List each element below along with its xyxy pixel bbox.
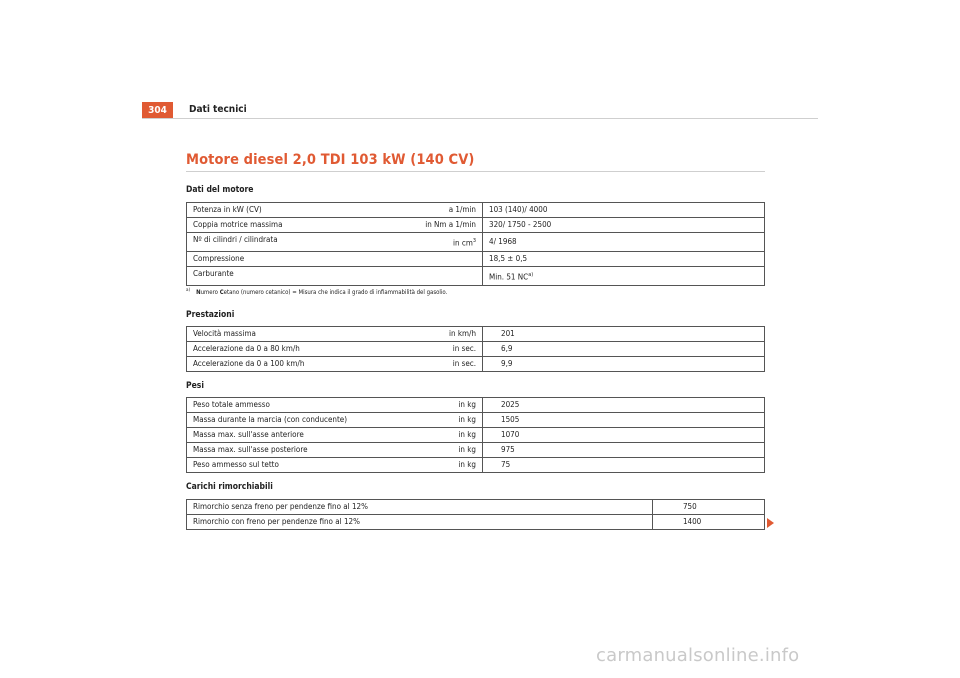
row-unit (417, 267, 483, 286)
row-label: Coppia motrice massima (187, 218, 417, 233)
row-value: 1070 (483, 428, 765, 443)
row-unit: in kg (417, 398, 483, 413)
row-unit: in km/h (417, 327, 483, 342)
row-value: 6,9 (483, 342, 765, 357)
table-row (187, 327, 765, 342)
row-value: 2025 (483, 398, 765, 413)
weights-table (186, 397, 765, 473)
row-value: 1400 (652, 515, 764, 530)
table-row (187, 357, 765, 372)
header-title: Dati tecnici (189, 104, 247, 115)
row-unit: in sec. (417, 357, 483, 372)
trailer-loads-table (186, 499, 765, 530)
row-label: Peso totale ammesso (187, 398, 417, 413)
table-row (187, 458, 765, 473)
row-value: Min. 51 NC$^{a)}$ (483, 267, 765, 286)
footnote: $^{a)}$ Numero Cetano (numero cetanico) = Misura che indica il grado di infiammabilità del gasolio. (186, 288, 448, 296)
title-divider (186, 171, 765, 172)
row-unit: in kg (417, 458, 483, 473)
row-unit: in sec. (417, 342, 483, 357)
row-label: Accelerazione da 0 a 100 km/h (187, 357, 417, 372)
row-value: 75 (483, 458, 765, 473)
table-row (187, 267, 765, 286)
row-unit: in kg (417, 443, 483, 458)
row-label: Compressione (187, 252, 417, 267)
watermark: carmanualsonline.info (596, 645, 800, 666)
table-row (187, 515, 765, 530)
section-title-carichi: Carichi rimorchiabili (186, 482, 273, 492)
row-unit (417, 252, 483, 267)
row-value: 320/ 1750 - 2500 (483, 218, 765, 233)
row-value: 201 (483, 327, 765, 342)
row-label: Rimorchio con freno per pendenze fino al 12% (187, 515, 653, 530)
row-label: Carburante (187, 267, 417, 286)
row-unit: in Nm a 1/min (417, 218, 483, 233)
performance-table (186, 326, 765, 372)
section-title-pesi: Pesi (186, 381, 204, 391)
section-title-prestazioni: Prestazioni (186, 310, 235, 320)
table-row (187, 233, 765, 252)
row-label: Massa max. sull'asse posteriore (187, 443, 417, 458)
triangle-right-icon (767, 518, 774, 528)
row-label: Nº di cilindri / cilindrata (187, 233, 417, 252)
section-title-motore: Dati del motore (186, 185, 254, 195)
table-row (187, 398, 765, 413)
row-value: 750 (652, 500, 764, 515)
row-value: 975 (483, 443, 765, 458)
engine-data-table (186, 202, 765, 286)
page-number: 304 (142, 102, 173, 119)
row-label: Velocità massima (187, 327, 417, 342)
row-label: Potenza in kW (CV) (187, 203, 417, 218)
table-row (187, 252, 765, 267)
table-row (187, 203, 765, 218)
row-value: 4/ 1968 (483, 233, 765, 252)
row-value: 1505 (483, 413, 765, 428)
header-divider (142, 118, 818, 119)
row-label: Massa max. sull'asse anteriore (187, 428, 417, 443)
row-label: Accelerazione da 0 a 80 km/h (187, 342, 417, 357)
table-row (187, 443, 765, 458)
row-label: Rimorchio senza freno per pendenze fino al 12% (187, 500, 653, 515)
row-unit: in kg (417, 413, 483, 428)
row-value: 18,5 ± 0,5 (483, 252, 765, 267)
table-row (187, 413, 765, 428)
table-row (187, 218, 765, 233)
row-unit: a 1/min (417, 203, 483, 218)
row-value: 103 (140)/ 4000 (483, 203, 765, 218)
page-title: Motore diesel 2,0 TDI 103 kW (140 CV) (186, 152, 475, 168)
row-label: Massa durante la marcia (con conducente) (187, 413, 417, 428)
row-unit: in kg (417, 428, 483, 443)
row-label: Peso ammesso sul tetto (187, 458, 417, 473)
table-row (187, 428, 765, 443)
row-value: 9,9 (483, 357, 765, 372)
table-row (187, 500, 765, 515)
row-unit: in $cm^3$ (417, 233, 483, 252)
table-row (187, 342, 765, 357)
